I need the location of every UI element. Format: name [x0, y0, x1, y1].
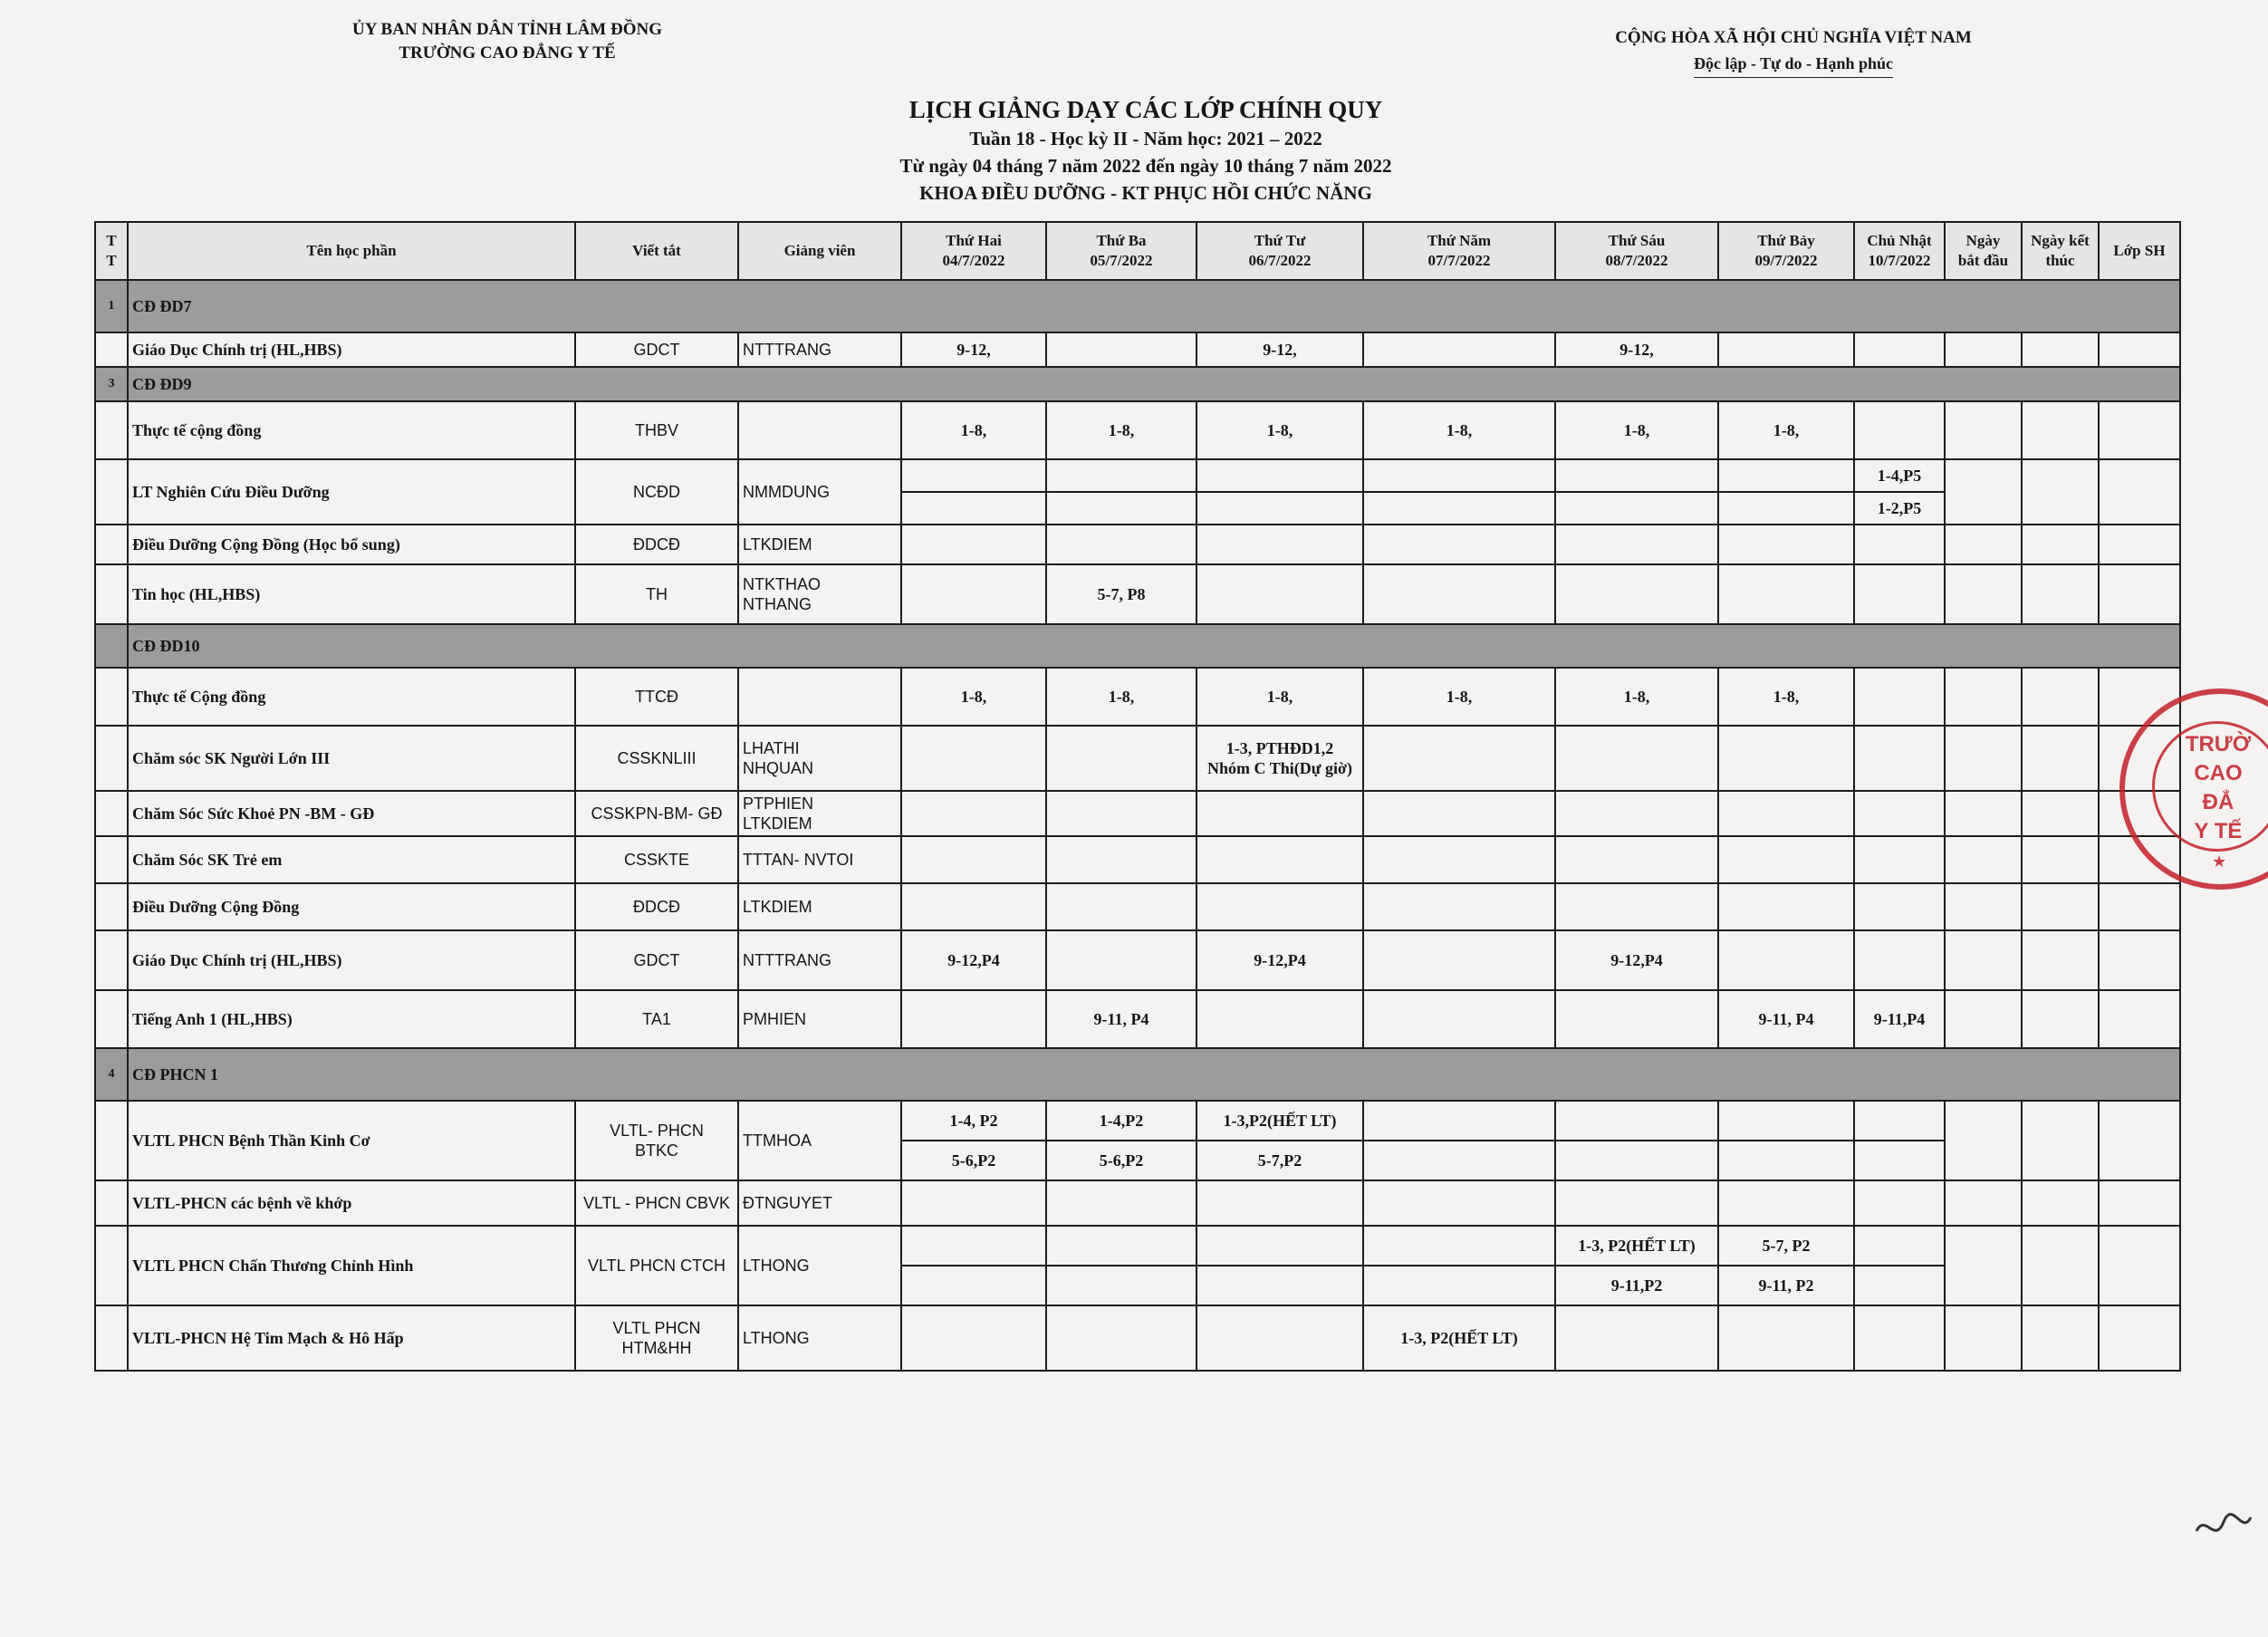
header-day-tue: Thứ Ba 05/7/2022 — [1046, 222, 1196, 280]
extra-cell — [1945, 1305, 2022, 1371]
header-class: Lớp SH — [2099, 222, 2180, 280]
group-row — [95, 1048, 2180, 1101]
extra-cell — [2022, 836, 2099, 883]
lecturer: PTPHIEN LTKDIEM — [738, 791, 901, 836]
slot-cell — [1718, 1141, 1854, 1180]
header-day-fri: Thứ Sáu 08/7/2022 — [1555, 222, 1718, 280]
table-row — [95, 990, 2180, 1048]
subject-name: Tiếng Anh 1 (HL,HBS) — [128, 990, 575, 1048]
slot-cell — [1046, 1305, 1196, 1371]
slot-cell: 9-12,P4 — [901, 930, 1046, 990]
slot-cell — [1363, 564, 1555, 624]
slot-cell — [1363, 332, 1555, 367]
extra-cell — [2022, 1101, 2099, 1180]
slot-cell — [1196, 836, 1363, 883]
subject-name: Thực tế cộng đồng — [128, 401, 575, 459]
header-day-sun: Chủ Nhật 10/7/2022 — [1854, 222, 1945, 280]
subject-name: VLTL-PHCN các bệnh về khớp — [128, 1180, 575, 1226]
slot-cell — [901, 990, 1046, 1048]
group-name: CĐ ĐD7 — [128, 280, 2180, 332]
subject-abbr: GDCT — [575, 332, 738, 367]
slot-cell: 1-8, — [901, 401, 1046, 459]
header-day-thu: Thứ Năm 07/7/2022 — [1363, 222, 1555, 280]
subject-abbr: NCĐD — [575, 459, 738, 525]
slot-cell — [1196, 1266, 1363, 1305]
table-row — [95, 564, 2180, 624]
slot-cell — [901, 459, 1046, 492]
slot-cell: 9-11,P4 — [1854, 990, 1945, 1048]
extra-cell — [2022, 883, 2099, 930]
header-lecturer: Giảng viên — [738, 222, 901, 280]
subject-abbr: ĐDCĐ — [575, 883, 738, 930]
slot-cell — [1363, 883, 1555, 930]
subject-abbr: TH — [575, 564, 738, 624]
group-number: 4 — [95, 1048, 128, 1101]
subject-name: Thực tế Cộng đồng — [128, 668, 575, 726]
subject-name: Tin học (HL,HBS) — [128, 564, 575, 624]
extra-cell — [2022, 525, 2099, 564]
slot-cell — [1196, 990, 1363, 1048]
schedule-table — [94, 221, 2181, 1372]
slot-cell — [1718, 726, 1854, 791]
slot-cell — [1854, 883, 1945, 930]
slot-cell — [1555, 791, 1718, 836]
lecturer: LTKDIEM — [738, 525, 901, 564]
subject-abbr: VLTL - PHCN CBVK — [575, 1180, 738, 1226]
slot-cell — [901, 726, 1046, 791]
slot-cell — [1363, 930, 1555, 990]
slot-cell — [1046, 492, 1196, 525]
slot-cell — [1046, 883, 1196, 930]
extra-cell — [2022, 564, 2099, 624]
slot-cell — [1555, 883, 1718, 930]
slot-cell — [1555, 1141, 1718, 1180]
slot-cell: 5-7, P8 — [1046, 564, 1196, 624]
slot-cell — [1555, 564, 1718, 624]
slot-cell — [1555, 1305, 1718, 1371]
slot-cell: 1-8, — [1196, 668, 1363, 726]
slot-cell — [1718, 332, 1854, 367]
slot-cell — [1046, 726, 1196, 791]
slot-cell: 5-7, P2 — [1718, 1226, 1854, 1266]
slot-cell: 1-8, — [1363, 668, 1555, 726]
slot-cell — [1363, 1180, 1555, 1226]
slot-cell — [1718, 525, 1854, 564]
lecturer: NTKTHAO NTHANG — [738, 564, 901, 624]
slot-cell — [1363, 726, 1555, 791]
row-number-cell — [95, 332, 128, 367]
table-row — [95, 883, 2180, 930]
slot-cell — [1854, 1226, 1945, 1266]
signature-mark — [2192, 1495, 2255, 1549]
slot-cell: 9-12, — [1555, 332, 1718, 367]
group-row — [95, 280, 2180, 332]
subject-abbr: VLTL PHCN HTM&HH — [575, 1305, 738, 1371]
group-name: CĐ PHCN 1 — [128, 1048, 2180, 1101]
row-number-cell — [95, 525, 128, 564]
extra-cell — [1945, 930, 2022, 990]
slot-cell: 5-6,P2 — [1046, 1141, 1196, 1180]
extra-cell — [2099, 564, 2180, 624]
subject-abbr: CSSKPN-BM- GĐ — [575, 791, 738, 836]
extra-cell — [2022, 990, 2099, 1048]
row-number-cell — [95, 990, 128, 1048]
table-header-row — [95, 222, 2180, 280]
extra-cell — [2099, 1305, 2180, 1371]
slot-cell — [1196, 1180, 1363, 1226]
lecturer: TTMHOA — [738, 1101, 901, 1180]
slot-cell: 1-8, — [1555, 401, 1718, 459]
slot-cell: 9-12, — [901, 332, 1046, 367]
slot-cell — [1046, 1226, 1196, 1266]
table-row — [95, 1101, 2180, 1141]
subject-abbr: ĐDCĐ — [575, 525, 738, 564]
slot-cell — [1046, 1266, 1196, 1305]
subject-abbr: THBV — [575, 401, 738, 459]
table-row — [95, 836, 2180, 883]
slot-cell — [1854, 1305, 1945, 1371]
slot-cell — [1196, 883, 1363, 930]
table-row — [95, 791, 2180, 836]
slot-cell — [1718, 459, 1854, 492]
slot-cell: 1-8, — [1046, 401, 1196, 459]
subject-name: Chăm sóc SK Người Lớn III — [128, 726, 575, 791]
slot-cell — [901, 1266, 1046, 1305]
slot-cell — [1555, 1101, 1718, 1141]
slot-cell — [1718, 492, 1854, 525]
header-day-wed: Thứ Tư 06/7/2022 — [1196, 222, 1363, 280]
slot-cell — [1363, 1101, 1555, 1141]
lecturer — [738, 668, 901, 726]
slot-cell — [1854, 930, 1945, 990]
row-number-cell — [95, 1226, 128, 1305]
extra-cell — [2022, 401, 2099, 459]
subject-abbr: TTCĐ — [575, 668, 738, 726]
subject-name: VLTL PHCN Bệnh Thần Kinh Cơ — [128, 1101, 575, 1180]
group-row — [95, 367, 2180, 401]
slot-cell: 5-6,P2 — [901, 1141, 1046, 1180]
extra-cell — [2022, 459, 2099, 525]
extra-cell — [1945, 791, 2022, 836]
slot-cell — [1046, 332, 1196, 367]
table-row — [95, 1305, 2180, 1371]
extra-cell — [1945, 1101, 2022, 1180]
week-line: Tuần 18 - Học kỳ II - Năm học: 2021 – 2022 — [969, 128, 1322, 149]
slot-cell — [1555, 459, 1718, 492]
subject-abbr: CSSKTE — [575, 836, 738, 883]
slot-cell — [1363, 459, 1555, 492]
extra-cell — [1945, 668, 2022, 726]
subject-name: Điều Dưỡng Cộng Đồng (Học bổ sung) — [128, 525, 575, 564]
slot-cell: 1-3,P2(HẾT LT) — [1196, 1101, 1363, 1141]
slot-cell: 1-4,P2 — [1046, 1101, 1196, 1141]
row-number-cell — [95, 1305, 128, 1371]
slot-cell — [1854, 564, 1945, 624]
subject-abbr: GDCT — [575, 930, 738, 990]
header-day-sat: Thứ Bảy 09/7/2022 — [1718, 222, 1854, 280]
extra-cell — [2099, 1180, 2180, 1226]
row-number-cell — [95, 401, 128, 459]
extra-cell — [2022, 1305, 2099, 1371]
slot-cell — [1718, 564, 1854, 624]
slot-cell — [901, 1180, 1046, 1226]
slot-cell: 1-4,P5 — [1854, 459, 1945, 492]
group-number: 3 — [95, 367, 128, 401]
slot-cell: 1-8, — [1363, 401, 1555, 459]
subject-name: Chăm Sóc Sức Khoẻ PN -BM - GĐ — [128, 791, 575, 836]
extra-cell — [2022, 930, 2099, 990]
lecturer — [738, 401, 901, 459]
slot-cell — [1363, 990, 1555, 1048]
slot-cell — [901, 1226, 1046, 1266]
extra-cell — [1945, 726, 2022, 791]
slot-cell — [1718, 930, 1854, 990]
extra-cell — [2099, 332, 2180, 367]
extra-cell — [2022, 726, 2099, 791]
extra-cell — [2099, 990, 2180, 1048]
subject-name: Điều Dưỡng Cộng Đồng — [128, 883, 575, 930]
row-number-cell — [95, 564, 128, 624]
group-number: 1 — [95, 280, 128, 332]
slot-cell — [1363, 1226, 1555, 1266]
header-start-date: Ngày bắt đầu — [1945, 222, 2022, 280]
slot-cell — [1046, 1180, 1196, 1226]
subject-abbr: VLTL- PHCN BTKC — [575, 1101, 738, 1180]
slot-cell — [1854, 1180, 1945, 1226]
extra-cell — [1945, 990, 2022, 1048]
slot-cell — [1046, 836, 1196, 883]
slot-cell — [1854, 1266, 1945, 1305]
subject-abbr: TA1 — [575, 990, 738, 1048]
extra-cell — [2099, 525, 2180, 564]
table-row — [95, 668, 2180, 726]
slot-cell: 1-3, P2(HẾT LT) — [1555, 1226, 1718, 1266]
table-row — [95, 1226, 2180, 1266]
subject-name: VLTL PHCN Chấn Thương Chỉnh Hình — [128, 1226, 575, 1305]
row-number-cell — [95, 668, 128, 726]
row-number-cell — [95, 459, 128, 525]
subject-abbr: VLTL PHCN CTCH — [575, 1226, 738, 1305]
lecturer: ĐTNGUYET — [738, 1180, 901, 1226]
extra-cell — [2022, 1180, 2099, 1226]
slot-cell — [901, 525, 1046, 564]
faculty-line: KHOA ĐIỀU DƯỠNG - KT PHỤC HỒI CHỨC NĂNG — [919, 182, 1372, 204]
slot-cell — [1718, 883, 1854, 930]
slot-cell: 1-8, — [1718, 401, 1854, 459]
slot-cell — [1363, 1266, 1555, 1305]
slot-cell — [1196, 525, 1363, 564]
slot-cell — [901, 564, 1046, 624]
slot-cell — [1363, 1141, 1555, 1180]
slot-cell — [1555, 836, 1718, 883]
slot-cell — [1555, 492, 1718, 525]
header-tt: T T — [95, 222, 128, 280]
slot-cell — [1854, 401, 1945, 459]
slot-cell — [1854, 726, 1945, 791]
row-number-cell — [95, 1101, 128, 1180]
slot-cell: 1-2,P5 — [1854, 492, 1945, 525]
extra-cell — [1945, 332, 2022, 367]
slot-cell: 1-8, — [1196, 401, 1363, 459]
slot-cell — [1196, 564, 1363, 624]
row-number-cell — [95, 726, 128, 791]
authority-line-2: TRƯỜNG CAO ĐẲNG Y TẾ — [399, 43, 616, 63]
group-name: CĐ ĐD10 — [128, 624, 2180, 668]
slot-cell — [901, 492, 1046, 525]
slot-cell — [901, 883, 1046, 930]
extra-cell — [1945, 459, 2022, 525]
extra-cell — [1945, 883, 2022, 930]
lecturer: NMMDUNG — [738, 459, 901, 525]
slot-cell — [1718, 1101, 1854, 1141]
slot-cell — [1854, 791, 1945, 836]
slot-cell: 5-7,P2 — [1196, 1141, 1363, 1180]
slot-cell — [1196, 1305, 1363, 1371]
slot-cell — [1854, 668, 1945, 726]
slot-cell: 9-11, P2 — [1718, 1266, 1854, 1305]
document-title-block — [725, 94, 1567, 207]
extra-cell — [2099, 1101, 2180, 1180]
slot-cell: 1-8, — [1718, 668, 1854, 726]
slot-cell: 1-4, P2 — [901, 1101, 1046, 1141]
slot-cell — [1046, 930, 1196, 990]
slot-cell — [1363, 836, 1555, 883]
slot-cell — [1196, 1226, 1363, 1266]
row-number-cell — [95, 930, 128, 990]
header-abbr: Viết tắt — [575, 222, 738, 280]
slot-cell — [1718, 1180, 1854, 1226]
table-row — [95, 726, 2180, 791]
slot-cell: 1-8, — [1555, 668, 1718, 726]
extra-cell — [2099, 459, 2180, 525]
group-name: CĐ ĐD9 — [128, 367, 2180, 401]
lecturer: LTHONG — [738, 1305, 901, 1371]
slot-cell — [1555, 990, 1718, 1048]
extra-cell — [2099, 1226, 2180, 1305]
slot-cell — [901, 1305, 1046, 1371]
group-row — [95, 624, 2180, 668]
slot-cell: 1-8, — [901, 668, 1046, 726]
lecturer: PMHIEN — [738, 990, 901, 1048]
table-row — [95, 930, 2180, 990]
lecturer: LTKDIEM — [738, 883, 901, 930]
slot-cell — [901, 791, 1046, 836]
slot-cell — [1046, 791, 1196, 836]
lecturer: TTTAN- NVTOI — [738, 836, 901, 883]
row-number-cell — [95, 791, 128, 836]
slot-cell — [1854, 332, 1945, 367]
slot-cell — [1363, 791, 1555, 836]
slot-cell — [1196, 492, 1363, 525]
row-number-cell — [95, 1180, 128, 1226]
table-row — [95, 1180, 2180, 1226]
extra-cell — [1945, 1180, 2022, 1226]
national-title: CỘNG HÒA XÃ HỘI CHỦ NGHĨA VIỆT NAM — [1615, 28, 1972, 47]
slot-cell: 1-3, P2(HẾT LT) — [1363, 1305, 1555, 1371]
extra-cell — [1945, 564, 2022, 624]
subject-name: Chăm Sóc SK Trẻ em — [128, 836, 575, 883]
slot-cell — [1046, 525, 1196, 564]
slot-cell: 9-11,P2 — [1555, 1266, 1718, 1305]
slot-cell: 9-11, P4 — [1046, 990, 1196, 1048]
slot-cell — [1363, 525, 1555, 564]
lecturer: LTHONG — [738, 1226, 901, 1305]
slot-cell: 1-8, — [1046, 668, 1196, 726]
subject-name: VLTL-PHCN Hệ Tim Mạch & Hô Hấp — [128, 1305, 575, 1371]
national-motto: Độc lập - Tự do - Hạnh phúc — [1694, 51, 1893, 78]
extra-cell — [2099, 401, 2180, 459]
extra-cell — [1945, 836, 2022, 883]
extra-cell — [2022, 1226, 2099, 1305]
extra-cell — [2022, 332, 2099, 367]
table-row — [95, 459, 2180, 492]
slot-cell: 1-3, PTHĐD1,2 Nhóm C Thi(Dự giờ) — [1196, 726, 1363, 791]
date-range-line: Từ ngày 04 tháng 7 năm 2022 đến ngày 10 tháng 7 năm 2022 — [899, 155, 1392, 177]
table-row — [95, 401, 2180, 459]
extra-cell — [1945, 1226, 2022, 1305]
slot-cell — [1363, 492, 1555, 525]
slot-cell — [1046, 459, 1196, 492]
slot-cell: 9-12, — [1196, 332, 1363, 367]
extra-cell — [1945, 525, 2022, 564]
slot-cell: 9-12,P4 — [1555, 930, 1718, 990]
slot-cell: 9-12,P4 — [1196, 930, 1363, 990]
subject-abbr: CSSKNLIII — [575, 726, 738, 791]
document-title: LỊCH GIẢNG DẠY CÁC LỚP CHÍNH QUY — [908, 96, 1383, 123]
extra-cell — [2022, 791, 2099, 836]
subject-name: LT Nghiên Cứu Điều Dưỡng — [128, 459, 575, 525]
header-subject: Tên học phần — [128, 222, 575, 280]
slot-cell — [1718, 1305, 1854, 1371]
subject-name: Giáo Dục Chính trị (HL,HBS) — [128, 332, 575, 367]
slot-cell — [1854, 836, 1945, 883]
subject-name: Giáo Dục Chính trị (HL,HBS) — [128, 930, 575, 990]
red-seal-stamp: TRƯỜ CAO ĐẲ Y TẾ ★ — [2119, 689, 2268, 890]
slot-cell — [1555, 1180, 1718, 1226]
lecturer: LHATHI NHQUAN — [738, 726, 901, 791]
slot-cell — [1854, 525, 1945, 564]
slot-cell — [1196, 791, 1363, 836]
authority-line-1: ỦY BAN NHÂN DÂN TỈNH LÂM ĐỒNG — [351, 20, 662, 39]
slot-cell — [1196, 459, 1363, 492]
national-header — [1540, 25, 2047, 78]
slot-cell — [1854, 1101, 1945, 1141]
header-end-date: Ngày kết thúc — [2022, 222, 2099, 280]
header-day-mon: Thứ Hai 04/7/2022 — [901, 222, 1046, 280]
slot-cell — [1854, 1141, 1945, 1180]
table-row — [95, 332, 2180, 367]
extra-cell — [1945, 401, 2022, 459]
lecturer: NTTTRANG — [738, 930, 901, 990]
slot-cell — [1718, 791, 1854, 836]
slot-cell — [1555, 726, 1718, 791]
row-number-cell — [95, 883, 128, 930]
lecturer: NTTTRANG — [738, 332, 901, 367]
extra-cell — [2099, 883, 2180, 930]
table-row — [95, 525, 2180, 564]
slot-cell — [1718, 836, 1854, 883]
extra-cell — [2099, 930, 2180, 990]
extra-cell — [2022, 668, 2099, 726]
slot-cell — [1555, 525, 1718, 564]
group-number — [95, 624, 128, 668]
issuing-authority — [308, 18, 706, 65]
slot-cell: 9-11, P4 — [1718, 990, 1854, 1048]
row-number-cell — [95, 836, 128, 883]
slot-cell — [901, 836, 1046, 883]
